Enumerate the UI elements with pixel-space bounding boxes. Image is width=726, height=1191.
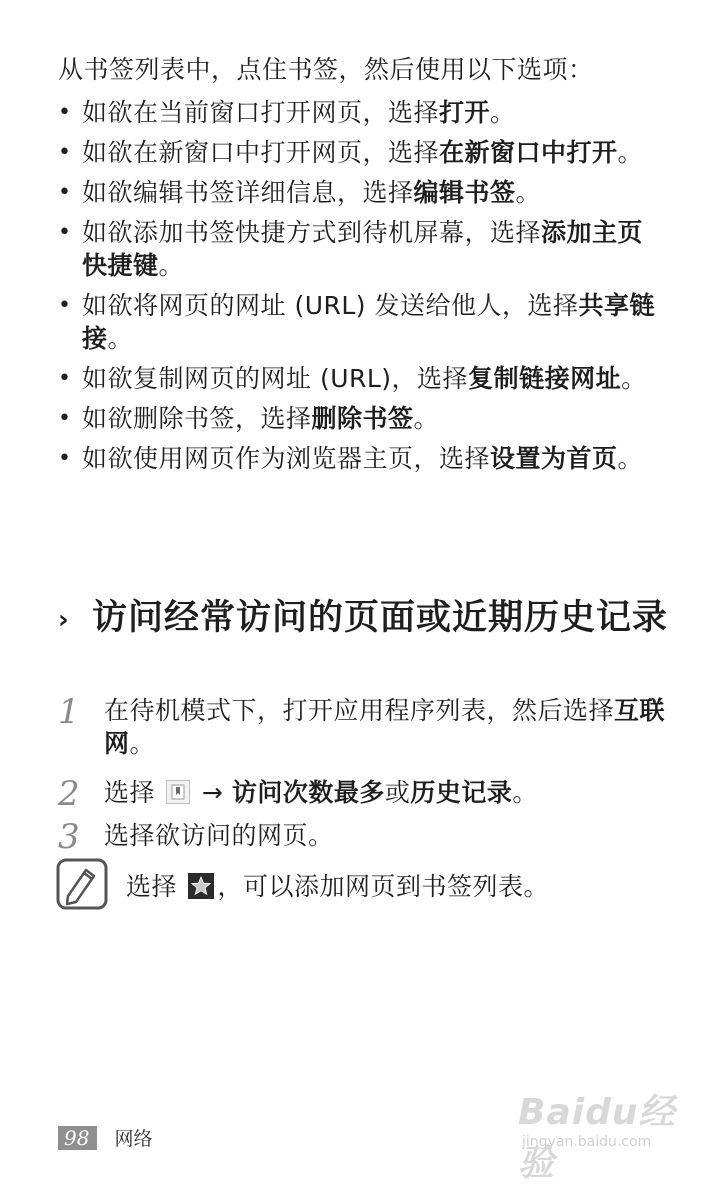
item-text: 如欲删除书签，选择: [82, 404, 312, 433]
item-punct: 。: [515, 178, 542, 207]
page-footer: [58, 1124, 153, 1150]
item-punct: 。: [617, 444, 644, 473]
item-text: 如欲使用网页作为浏览器主页，选择: [82, 444, 491, 473]
item-text: 如欲在当前窗口打开网页，选择: [82, 98, 440, 127]
step-item: [58, 694, 678, 760]
bookmark-icon: [166, 780, 190, 804]
list-item: [58, 216, 658, 282]
page-number: 98: [58, 1126, 97, 1150]
item-option: 设置为首页: [490, 444, 618, 473]
note-post: ，可以添加网页到书签列表。: [217, 872, 549, 901]
option-list: [58, 96, 658, 482]
footer-section-label: 网络: [114, 1128, 153, 1150]
bullet-dot: •: [58, 406, 72, 431]
step-punct: 。: [512, 778, 538, 807]
step-text: 或: [384, 778, 411, 807]
step-list: [58, 692, 678, 857]
item-text: 如欲在新窗口中打开网页，选择: [82, 138, 440, 167]
step-item: [58, 817, 678, 857]
list-item: [58, 402, 658, 435]
bullet-dot: •: [58, 446, 72, 471]
item-option: 添加主页快捷键: [82, 218, 644, 280]
step-option: 互联网: [104, 696, 666, 758]
step-number: 1: [58, 692, 81, 732]
list-item: [58, 176, 658, 209]
bullet-dot: •: [58, 180, 72, 205]
item-option: 编辑书签: [413, 178, 516, 207]
section-heading: [58, 596, 678, 640]
list-item: [58, 442, 658, 475]
item-text: 如欲复制网页的网址 (URL)，选择: [82, 364, 469, 393]
item-punct: 。: [107, 324, 134, 353]
step-number: 3: [58, 817, 81, 857]
bullet-dot: •: [58, 366, 72, 391]
note-text: [126, 870, 549, 903]
note-box: [56, 858, 676, 914]
chevron-right-icon: ›: [58, 605, 70, 635]
item-punct: 。: [413, 404, 440, 433]
item-punct: 。: [158, 251, 185, 280]
list-item: [58, 96, 658, 129]
watermark-url: jingyan.baidu.com: [522, 1134, 652, 1150]
step-text: 选择: [104, 778, 156, 807]
item-option: 共享链接: [82, 291, 656, 353]
step-text: 选择欲访问的网页。: [104, 821, 334, 850]
list-item: [58, 289, 658, 355]
item-punct: 。: [617, 138, 644, 167]
list-item: [58, 136, 658, 169]
item-text: 如欲添加书签快捷方式到待机屏幕，选择: [82, 218, 542, 247]
item-punct: 。: [621, 364, 647, 393]
note-pencil-icon: [56, 858, 108, 910]
item-option: 删除书签: [311, 404, 414, 433]
bullet-dot: •: [58, 293, 72, 318]
item-option: 在新窗口中打开: [439, 138, 618, 167]
bullet-dot: •: [58, 140, 72, 165]
item-text: 如欲编辑书签详细信息，选择: [82, 178, 414, 207]
section-title-text: 访问经常访问的页面或近期历史记录: [92, 598, 669, 638]
step-text: 在待机模式下，打开应用程序列表，然后选择: [104, 696, 615, 725]
note-pre: 选择: [126, 872, 178, 901]
bullet-dot: •: [58, 100, 72, 125]
item-text: 如欲将网页的网址 (URL) 发送给他人，选择: [82, 291, 579, 320]
bullet-dot: •: [58, 220, 72, 245]
arrow-text: →: [201, 778, 224, 807]
item-option: 复制链接网址: [468, 364, 622, 393]
watermark-logo: Baidu经验: [518, 1092, 676, 1184]
step-number: 2: [58, 774, 81, 814]
intro-text: 从书签列表中，点住书签，然后使用以下选项：: [58, 55, 594, 84]
step-option: 历史记录: [410, 778, 513, 807]
star-icon: [188, 873, 214, 899]
step-punct: 。: [129, 729, 156, 758]
step-option: 访问次数最多: [231, 778, 385, 807]
watermark: [518, 1084, 708, 1184]
list-item: [58, 362, 658, 395]
step-item: [58, 774, 678, 814]
item-option: 打开: [439, 98, 491, 127]
item-punct: 。: [490, 98, 516, 127]
